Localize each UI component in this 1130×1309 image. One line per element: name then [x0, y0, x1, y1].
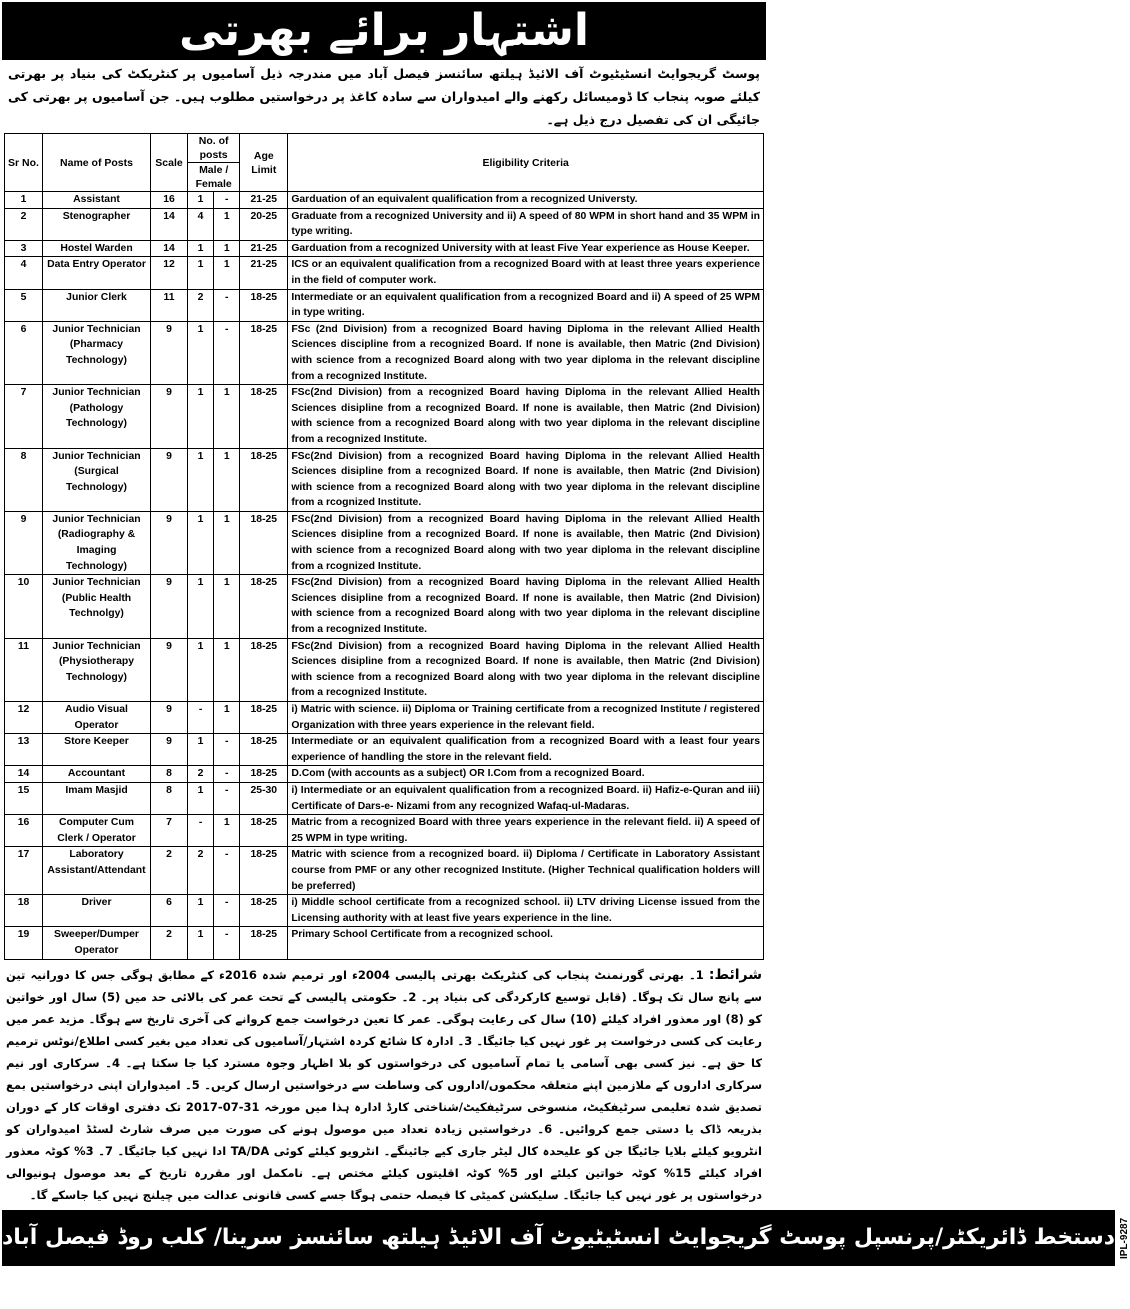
- post-name-cell: Junior Technician (Pharmacy Technology): [43, 321, 151, 384]
- age-cell: 18-25: [240, 927, 288, 959]
- criteria-cell: Garduation of an equivalent qualification from a recognized Universty.: [288, 192, 764, 209]
- table-row: [5, 192, 764, 209]
- criteria-cell: Garduation from a recognized University with at least Five Year experience as House Keeper.: [288, 240, 764, 257]
- scale-cell: 14: [151, 208, 188, 240]
- age-cell: 18-25: [240, 766, 288, 783]
- male-cell: 1: [188, 240, 214, 257]
- post-name-cell: Junior Technician (Physiotherapy Technology): [43, 638, 151, 701]
- table-row: [5, 847, 764, 895]
- post-name-cell: Hostel Warden: [43, 240, 151, 257]
- age-cell: 21-25: [240, 192, 288, 209]
- ad-title: اشتہار برائے بھرتی: [2, 2, 766, 60]
- post-name-cell: Driver: [43, 895, 151, 927]
- age-cell: 18-25: [240, 448, 288, 511]
- table-row: [5, 734, 764, 766]
- male-cell: 1: [188, 927, 214, 959]
- scale-cell: 9: [151, 638, 188, 701]
- header-male-female: Male / Female: [188, 163, 240, 192]
- post-name-cell: Accountant: [43, 766, 151, 783]
- male-cell: 1: [188, 734, 214, 766]
- female-cell: 1: [214, 702, 240, 734]
- male-cell: 1: [188, 257, 214, 289]
- male-cell: 4: [188, 208, 214, 240]
- female-cell: -: [214, 192, 240, 209]
- female-cell: 1: [214, 240, 240, 257]
- post-name-cell: Data Entry Operator: [43, 257, 151, 289]
- male-cell: -: [188, 815, 214, 847]
- female-cell: -: [214, 321, 240, 384]
- age-cell: 18-25: [240, 895, 288, 927]
- header-age: Age Limit: [240, 134, 288, 192]
- female-cell: -: [214, 927, 240, 959]
- male-cell: 2: [188, 289, 214, 321]
- scale-cell: 9: [151, 511, 188, 574]
- scale-cell: 9: [151, 575, 188, 638]
- female-cell: -: [214, 847, 240, 895]
- post-name-cell: Laboratory Assistant/Attendant: [43, 847, 151, 895]
- female-cell: -: [214, 895, 240, 927]
- age-cell: 18-25: [240, 815, 288, 847]
- sr-cell: 19: [5, 927, 43, 959]
- criteria-cell: Matric from a recognized Board with three years experience in the relevant field. ii) A speed of 25 WPM in type writing.: [288, 815, 764, 847]
- post-name-cell: Store Keeper: [43, 734, 151, 766]
- ipl-code: IPL-9287: [1119, 1216, 1130, 1259]
- scale-cell: 9: [151, 734, 188, 766]
- sr-cell: 11: [5, 638, 43, 701]
- post-name-cell: Audio Visual Operator: [43, 702, 151, 734]
- table-row: [5, 448, 764, 511]
- age-cell: 18-25: [240, 638, 288, 701]
- post-name-cell: Junior Technician (Radiography & Imaging Technology): [43, 511, 151, 574]
- sr-cell: 13: [5, 734, 43, 766]
- criteria-cell: FSc(2nd Division) from a recognized Board having Diploma in the relevant Allied Health Sciences disipline from a recognized Board. If none is available, then Matric (2nd Division) with science from a recognized Board along with two year diploma in the relevant discipline from a rcognized Institute.: [288, 448, 764, 511]
- sr-cell: 10: [5, 575, 43, 638]
- scale-cell: 8: [151, 782, 188, 814]
- scale-cell: 9: [151, 385, 188, 448]
- post-name-cell: Junior Clerk: [43, 289, 151, 321]
- sr-cell: 9: [5, 511, 43, 574]
- age-cell: 21-25: [240, 257, 288, 289]
- sr-cell: 6: [5, 321, 43, 384]
- table-row: [5, 575, 764, 638]
- criteria-cell: Graduate from a recognized University and ii) A speed of 80 WPM in short hand and 35 WPM in type writing.: [288, 208, 764, 240]
- male-cell: 1: [188, 321, 214, 384]
- scale-cell: 6: [151, 895, 188, 927]
- table-row: [5, 240, 764, 257]
- female-cell: 1: [214, 815, 240, 847]
- sr-cell: 18: [5, 895, 43, 927]
- scale-cell: 9: [151, 702, 188, 734]
- male-cell: 2: [188, 847, 214, 895]
- post-name-cell: Sweeper/Dumper Operator: [43, 927, 151, 959]
- age-cell: 18-25: [240, 734, 288, 766]
- criteria-cell: Matric with science from a recognized board. ii) Diploma / Certificate in Laboratory Assistant course from PMF or any other recognized Institute. (Higher Technical qualification holders will be preferred): [288, 847, 764, 895]
- female-cell: 1: [214, 638, 240, 701]
- male-cell: 1: [188, 782, 214, 814]
- post-name-cell: Junior Technician (Pathology Technology): [43, 385, 151, 448]
- criteria-cell: i) Intermediate or an equivalent qualification from a recognized Board. ii) Hafiz-e-Quran and iii) Certificate of Dars-e- Nizami from any recognized Wafaq-ul-Madaras.: [288, 782, 764, 814]
- terms-text: 1۔ بھرتی گورنمنٹ پنجاب کی کنٹریکٹ بھرتی پالیسی 2004ء اور ترمیم شدہ 2016ء کے مطابق ہوگی جس کا دورانیہ تین سے پانچ سال تک ہوگا۔ (قابل توسیع کارکردگی کی بنیاد پر۔ 2۔ حکومتی پالیسی کے تحت عمر کی بالائی حد میں (5) سال اور خواتین کو (8) اور معذور افراد کیلئے (10) سال کی رعایت ہوگی۔ عمر کا تعین درخواست جمع کروانے کی آخری تاریخ سے ہوگا۔ مزید عمر میں رعایت کی کسی درخواست پر غور نہیں کیا جائیگا۔ 3۔ ادارہ کا شائع کردہ اشتہار/آسامیوں کی تعداد میں بغیر کسی اطلاع/نوٹس ترمیم کا حق ہے۔ نیز کسی بھی آسامی یا تمام آسامیوں کی درخواستوں کو بلا اظہار وجوہ مسترد کیا جا سکتا ہے۔ 4۔ سرکاری اور نیم سرکاری اداروں کے ملازمین اپنے متعلقہ محکموں/اداروں کی وساطت سے درخواستیں ارسال کریں۔ 5۔ امیدواران اپنی درخواستیں بمع تصدیق شدہ تعلیمی سرٹیفکیٹ، منسوخی سرٹیفکیٹ/شناختی کارڈ ادارہ ہذا میں مورخہ 31-07-2017 تک دفتری اوقات کار کے دوران بذریعہ ڈاک یا دستی جمع کروائیں۔ 6۔ درخواستیں زیادہ تعداد میں موصول ہونے کی صورت میں صرف شارٹ لسٹڈ امیدواران کو انٹرویو کیلئے بلایا جائیگا جن کو علیحدہ کال لیٹر جاری کیے جائینگے۔ انٹرویو کیلئے کوئی TA/DA ادا نہیں کیا جائیگا۔ 7۔ 3% کوٹہ معذور افراد کیلئے 15% کوٹہ خواتین کیلئے اور 5% کوٹہ اقلیتوں کیلئے مختص ہے۔ نامکمل اور مقررہ تاریخ کے بعد موصول ہونیوالی درخواستوں پر غور نہیں کیا جائیگا۔ سلیکشن کمیٹی کا فیصلہ حتمی ہوگا جسے کسی قانونی عدالت میں چیلنج نہیں کیا جاسکے گا۔: [6, 967, 763, 1202]
- criteria-cell: i) Middle school certificate from a recognized school. ii) LTV driving License issued from the Licensing authority with at least five years experience in the line.: [288, 895, 764, 927]
- sr-cell: 17: [5, 847, 43, 895]
- scale-cell: 9: [151, 321, 188, 384]
- table-row: [5, 782, 764, 814]
- female-cell: -: [214, 734, 240, 766]
- male-cell: 1: [188, 575, 214, 638]
- female-cell: 1: [214, 257, 240, 289]
- header-posts: No. of posts: [188, 134, 240, 163]
- sr-cell: 8: [5, 448, 43, 511]
- footer-address: دستخط ڈائریکٹر/پرنسپل پوسٹ گریجوایٹ انسٹیٹیوٹ آف الائیڈ ہیلتھ سائنسز سرینا/ کلب روڈ فیصل آباد: [2, 1210, 1115, 1266]
- post-name-cell: Assistant: [43, 192, 151, 209]
- sr-cell: 2: [5, 208, 43, 240]
- sr-cell: 16: [5, 815, 43, 847]
- male-cell: 1: [188, 511, 214, 574]
- table-row: [5, 321, 764, 384]
- sr-cell: 14: [5, 766, 43, 783]
- posts-table: [4, 133, 764, 960]
- age-cell: 18-25: [240, 385, 288, 448]
- post-name-cell: Junior Technician (Public Health Technolgy): [43, 575, 151, 638]
- criteria-cell: Intermediate or an equivalent qualification from a recognized Board with a least four years experience of handling the store in the relevant field.: [288, 734, 764, 766]
- table-row: [5, 289, 764, 321]
- header-sr: Sr No.: [5, 134, 43, 192]
- scale-cell: 7: [151, 815, 188, 847]
- scale-cell: 9: [151, 448, 188, 511]
- female-cell: 1: [214, 448, 240, 511]
- post-name-cell: Stenographer: [43, 208, 151, 240]
- sr-cell: 4: [5, 257, 43, 289]
- scale-cell: 11: [151, 289, 188, 321]
- terms: [6, 964, 762, 1206]
- post-name-cell: Computer Cum Clerk / Operator: [43, 815, 151, 847]
- sr-cell: 1: [5, 192, 43, 209]
- criteria-cell: Primary School Certificate from a recognized school.: [288, 927, 764, 959]
- female-cell: -: [214, 782, 240, 814]
- header-scale: Scale: [151, 134, 188, 192]
- age-cell: 18-25: [240, 702, 288, 734]
- table-row: [5, 208, 764, 240]
- female-cell: 1: [214, 385, 240, 448]
- sr-cell: 12: [5, 702, 43, 734]
- age-cell: 25-30: [240, 782, 288, 814]
- age-cell: 18-25: [240, 575, 288, 638]
- age-cell: 21-25: [240, 240, 288, 257]
- scale-cell: 8: [151, 766, 188, 783]
- scale-cell: 14: [151, 240, 188, 257]
- criteria-cell: ICS or an equivalent qualification from a recognized Board with at least three years experience in the field of computer work.: [288, 257, 764, 289]
- male-cell: 2: [188, 766, 214, 783]
- age-cell: 18-25: [240, 321, 288, 384]
- female-cell: -: [214, 766, 240, 783]
- scale-cell: 2: [151, 847, 188, 895]
- male-cell: 1: [188, 895, 214, 927]
- post-name-cell: Junior Technician (Surgical Technology): [43, 448, 151, 511]
- intro-text: پوسٹ گریجوایٹ انسٹیٹیوٹ آف الائیڈ ہیلتھ سائنسز فیصل آباد میں مندرجہ ذیل آسامیوں پر کنٹریکٹ کی بنیاد پر بھرتی کیلئے صوبہ پنجاب کا ڈومیسائل رکھنے والے امیدواران سے سادہ کاغذ پر درخواستیں مطلوب ہیں۔ جن آسامیوں پر بھرتی کی جائیگی ان کی تفصیل درج ذیل ہے۔: [8, 66, 760, 127]
- sr-cell: 15: [5, 782, 43, 814]
- footer-row: [2, 1210, 1130, 1266]
- female-cell: 1: [214, 511, 240, 574]
- age-cell: 18-25: [240, 847, 288, 895]
- criteria-cell: Intermediate or an equivalent qualification from a recognized Board and ii) A speed of 25 WPM in type writing.: [288, 289, 764, 321]
- age-cell: 20-25: [240, 208, 288, 240]
- male-cell: 1: [188, 448, 214, 511]
- male-cell: 1: [188, 192, 214, 209]
- criteria-cell: FSc (2nd Division) from a recognized Board having Diploma in the relevant Allied Health Sciences discipline from a recognized Board. If none is available, then Matric (2nd Division) with science from a recognized Board along with two year diploma in the relevant discipline from a recognized Institute.: [288, 321, 764, 384]
- table-row: [5, 815, 764, 847]
- scale-cell: 2: [151, 927, 188, 959]
- sr-cell: 5: [5, 289, 43, 321]
- table-row: [5, 895, 764, 927]
- table-row: [5, 702, 764, 734]
- scale-cell: 16: [151, 192, 188, 209]
- table-row: [5, 927, 764, 959]
- age-cell: 18-25: [240, 511, 288, 574]
- male-cell: 1: [188, 385, 214, 448]
- criteria-cell: FSc(2nd Division) from a recognized Board having Diploma in the relevant Allied Health Sciences disipline from a recognized Board. If none is available, then Matric (2nd Division) with science from a recognized Board along with two year diploma in the relevant discipline from a rcognized Institute.: [288, 511, 764, 574]
- sr-cell: 7: [5, 385, 43, 448]
- table-row: [5, 766, 764, 783]
- scale-cell: 12: [151, 257, 188, 289]
- criteria-cell: FSc(2nd Division) from a recognized Board having Diploma in the relevant Allied Health Sciences disipline from a recognized Board. If none is available, then Matric (2nd Division) with science from a recognized Board along with two year diploma in the relevant discipline from a recognized Institute.: [288, 385, 764, 448]
- table-row: [5, 511, 764, 574]
- terms-label: شرائط:: [708, 966, 763, 983]
- male-cell: 1: [188, 638, 214, 701]
- female-cell: -: [214, 289, 240, 321]
- female-cell: 1: [214, 208, 240, 240]
- sr-cell: 3: [5, 240, 43, 257]
- table-row: [5, 257, 764, 289]
- criteria-cell: FSc(2nd Division) from a recognized Board having Diploma in the relevant Allied Health Sciences disipline from a recognized Board. If none is available, then Matric (2nd Division) with science from a recognized Board along with two year diploma in the relevant discipline from a recognized Institute.: [288, 638, 764, 701]
- criteria-cell: i) Matric with science. ii) Diploma or Training certificate from a recognized Institute / registered Organization with three years experience in the relevant field.: [288, 702, 764, 734]
- female-cell: 1: [214, 575, 240, 638]
- criteria-cell: D.Com (with accounts as a subject) OR I.Com from a recognized Board.: [288, 766, 764, 783]
- post-name-cell: Imam Masjid: [43, 782, 151, 814]
- criteria-cell: FSc(2nd Division) from a recognized Board having Diploma in the relevant Allied Health Sciences disipline from a recognized Board. If none is available, then Matric (2nd Division) with science from a recognized Board along with two year diploma in the relevant discipline from a recognized Institute.: [288, 575, 764, 638]
- table-row: [5, 638, 764, 701]
- table-row: [5, 385, 764, 448]
- header-name: Name of Posts: [43, 134, 151, 192]
- header-criteria: Eligibility Criteria: [288, 134, 764, 192]
- age-cell: 18-25: [240, 289, 288, 321]
- male-cell: -: [188, 702, 214, 734]
